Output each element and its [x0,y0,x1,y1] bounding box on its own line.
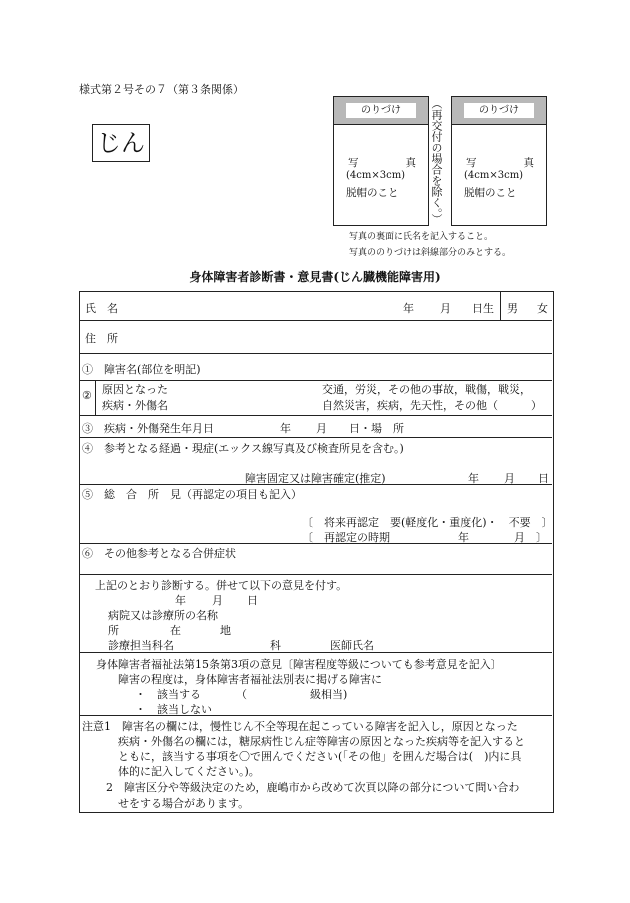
item2-num: ② [82,389,92,402]
photo-note: 脱帽のこと [346,187,399,199]
item5-recert-month: 月 〕 [514,531,547,544]
item5-recert-time: 〔 再認定の時期 [302,531,390,544]
department-ka: 科 [270,639,281,652]
row-divider [79,437,552,438]
photo-note-2: 写真ののりづけは斜線部分のみとする。 [349,248,512,258]
item3-month: 月 [316,422,327,435]
glue-label: のりづけ [346,103,416,118]
photo-size: (4cm×3cm) [464,170,524,181]
photo-note: 脱帽のこと [464,187,517,199]
item4-fixed: 障害固定又は障害確定(推定) [245,472,386,485]
opinion-not-applicable: ・ 該当しない [135,703,212,716]
item4-label: ④ 参考となる経過・現症(エックス線写真及び検査所見を含む。) [82,442,404,455]
item6-label: ⑥ その他参考となる合併症状 [82,547,236,560]
item2-label-b: 疾病・外傷名 [102,399,168,412]
birth-month: 月 [440,302,451,315]
diagnosis-statement: 上記のとおり診断する。併せて以下の意見を付す。 [95,579,348,592]
opinion-header: 身体障害者福祉法第15条第3項の意見〔障害程度等級についても参考意見を記入〕 [96,658,502,671]
name-label: 氏 名 [85,302,118,315]
sex-male: 男 [507,302,518,315]
item4-year: 年 [468,472,479,485]
note-line: 疾病・外傷名の欄には，糖尿病性じん症等障害の原因となった疾病等を記入すると [118,735,525,748]
photo-box-left [333,96,429,226]
item4-day: 日 [538,472,549,485]
reissue-note: （再交付の場合を除く。） [430,98,443,225]
row-divider [79,353,552,354]
opinion-paren: （ [236,688,247,701]
opinion-grade: 級相当) [310,688,348,701]
birth-year: 年 [403,302,414,315]
photo-label-r: 真 [523,157,534,169]
category-stamp: じん [92,124,150,162]
item3-place: 日・場 所 [349,422,404,435]
row-divider [79,574,552,575]
photo-label [348,155,416,170]
item2-label-a: 原因となった [102,383,168,396]
glue-area [452,97,546,125]
item5-recert: 〔 将来再認定 要(軽度化・重度化)・ 不要 〕 [302,516,553,529]
note-line: せをする場合があります。 [118,797,250,810]
diagnosis-year: 年 [175,594,186,607]
note-line: 体的に記入してください。)。 [118,765,260,778]
item5-recert-year: 年 [458,531,469,544]
row-divider [79,415,552,416]
address-label: 住 所 [85,332,118,345]
item3-year: 年 [280,422,291,435]
note-line: 2 障害区分や等級決定のため，鹿嶋市から改めて次頁以降の部分について問い合わ [106,781,520,794]
item1-label: ① 障害名(部位を明記) [82,363,201,376]
opinion-degree: 障害の程度は，身体障害者福祉法別表に掲げる障害に [118,673,382,686]
item2-cause-a: 交通，労災，その他の事故，戦傷，戦災， [322,383,531,396]
photo-label-l: 写 [348,157,359,169]
glue-area [334,97,428,125]
item2-cause-b: 自然災害，疾病，先天性，その他（ ） [322,399,542,412]
photo-label-l: 写 [466,157,477,169]
item3-label: ③ 疾病・外傷発生年月日 [82,422,214,435]
sex-female: 女 [537,302,548,315]
row-divider [79,320,552,321]
photo-size: (4cm×3cm) [346,170,406,181]
glue-label: のりづけ [464,103,534,118]
photo-box-right [451,96,547,226]
diagnosis-month: 月 [212,594,223,607]
diagnosis-day: 日 [247,594,258,607]
document-title: 身体障害者診断書・意見書(じん臓機能障害用) [189,270,441,284]
birth-day: 日生 [472,302,494,315]
sex-divider [500,291,501,320]
photo-label-r: 真 [405,157,416,169]
photo-label [466,155,534,170]
note-line: ともに，該当する事項を〇で囲んでください(「その他」を囲んだ場合は( )内に具 [118,750,522,763]
location-label-b: 在 [170,624,181,637]
item5-label: ⑤ 総 合 所 見（再認定の項目も記入） [82,488,302,501]
location-label-c: 地 [220,624,231,637]
item4-month: 月 [504,472,515,485]
note-line: 注意1 障害名の欄には，慢性じん不全等現在起こっている障害を記入し，原因となった [82,720,518,733]
doctor-name-label: 医師氏名 [330,639,374,652]
opinion-applicable: ・ 該当する [135,688,201,701]
form-code: 様式第２号その７（第３条関係） [79,83,244,96]
department-label: 診療担当科名 [108,639,174,652]
hospital-label: 病院又は診療所の名称 [108,609,218,622]
location-label-a: 所 [108,624,119,637]
item2-divider [95,380,96,415]
photo-note-1: 写真の裏面に氏名を記入すること。 [349,232,494,242]
